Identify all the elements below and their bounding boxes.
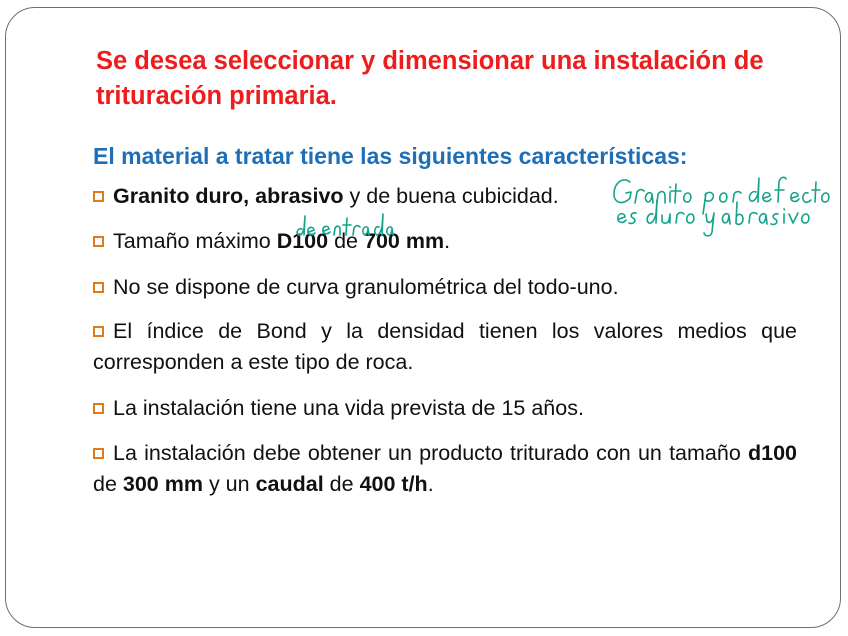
list-item [93,316,797,378]
slide-title: Se desea seleccionar y dimensionar una instalación de trituración primaria. [96,47,764,110]
item-text: y de buena cubicidad. [343,184,559,208]
item-text: No se dispone de curva granulométrica del todo-uno. [113,275,619,299]
item-text: de [323,472,360,496]
item-bold-text: 300 mm [122,472,203,496]
item-bold-text: 400 t/h [359,472,428,496]
item-text: de [93,472,123,496]
checkbox-bullet-icon [93,191,104,202]
list-item [93,226,797,257]
item-bold-text: 700 mm [363,229,445,253]
item-bold-text: caudal [255,472,324,496]
item-text: La instalación debe obtener un producto triturado con un tamaño [113,441,748,465]
item-text: La instalación tiene una vida prevista de 15 años. [113,396,584,420]
checkbox-bullet-icon [93,236,104,247]
item-text: . [427,472,434,496]
item-text: . [444,229,451,253]
checkbox-bullet-icon [93,326,104,337]
list-item [93,438,797,500]
slide-subtitle: El material a tratar tiene las siguientes características: [93,143,688,169]
list-item [93,272,797,303]
checkbox-bullet-icon [93,282,104,293]
item-text: y un [202,472,256,496]
item-bold-text: Granito duro, abrasivo [113,184,344,208]
item-bold-text: d100 [747,441,797,465]
item-text: El índice de Bond y la densidad tienen los valores medios que corresponden a este tipo de roca. [93,319,797,374]
checkbox-bullet-icon [93,403,104,414]
item-bold-text: D100 [276,229,329,253]
list-item [93,393,797,424]
item-text: de [328,229,364,253]
item-text: Tamaño máximo [113,229,277,253]
list-item [93,181,797,212]
checkbox-bullet-icon [93,448,104,459]
